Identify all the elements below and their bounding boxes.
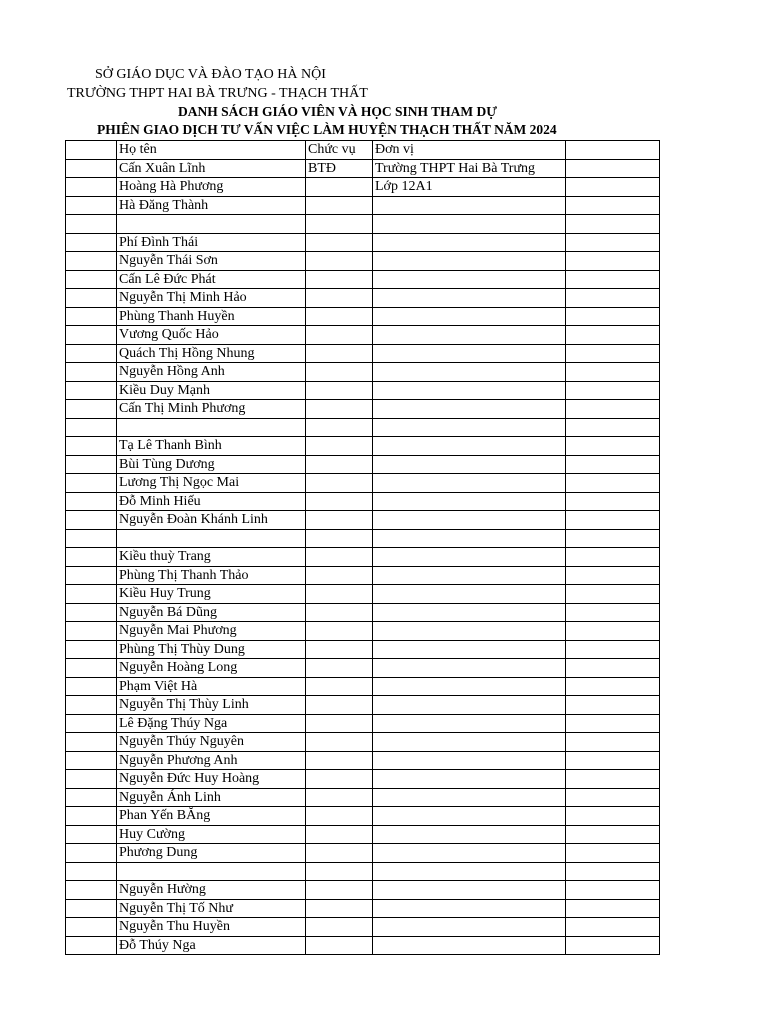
position-cell — [306, 492, 373, 511]
unit-cell — [373, 918, 566, 937]
table-row — [66, 677, 660, 696]
header-cell-extra — [566, 141, 660, 160]
index-cell — [66, 640, 117, 659]
extra-cell — [566, 825, 660, 844]
unit-cell — [373, 899, 566, 918]
name-cell: Phùng Thị Thanh Thảo — [117, 566, 306, 585]
unit-cell — [373, 474, 566, 493]
extra-cell — [566, 178, 660, 197]
name-cell: Nguyễn Thái Sơn — [117, 252, 306, 271]
index-cell — [66, 751, 117, 770]
header-cell-name: Họ tên — [117, 141, 306, 160]
extra-cell — [566, 548, 660, 567]
name-cell: Hà Đăng Thành — [117, 196, 306, 215]
table-row — [66, 862, 660, 881]
position-cell — [306, 437, 373, 456]
position-cell — [306, 326, 373, 345]
table-row — [66, 603, 660, 622]
table-row — [66, 751, 660, 770]
name-cell: Nguyễn Thu Huyền — [117, 918, 306, 937]
unit-cell — [373, 733, 566, 752]
position-cell — [306, 289, 373, 308]
position-cell — [306, 677, 373, 696]
name-cell: Đỗ Minh Hiếu — [117, 492, 306, 511]
name-cell: Nguyễn Hồng Anh — [117, 363, 306, 382]
extra-cell — [566, 270, 660, 289]
table-row — [66, 696, 660, 715]
table-row — [66, 844, 660, 863]
name-cell — [117, 862, 306, 881]
name-cell: Nguyễn Bá Dũng — [117, 603, 306, 622]
table-row — [66, 215, 660, 234]
document-subtitle: PHIÊN GIAO DỊCH TƯ VẤN VIỆC LÀM HUYỆN THẠCH THẤT NĂM 2024 — [97, 122, 557, 137]
unit-cell — [373, 881, 566, 900]
extra-cell — [566, 677, 660, 696]
table-row — [66, 918, 660, 937]
unit-cell — [373, 511, 566, 530]
unit-cell — [373, 363, 566, 382]
position-cell — [306, 474, 373, 493]
header-cell-position: Chức vụ — [306, 141, 373, 160]
name-cell: Nguyễn Đoàn Khánh Linh — [117, 511, 306, 530]
position-cell — [306, 196, 373, 215]
name-cell: Hoàng Hà Phương — [117, 178, 306, 197]
position-cell — [306, 881, 373, 900]
unit-cell: Lớp 12A1 — [373, 178, 566, 197]
unit-cell — [373, 418, 566, 437]
position-cell — [306, 918, 373, 937]
position-cell — [306, 936, 373, 955]
index-cell — [66, 492, 117, 511]
index-cell — [66, 178, 117, 197]
extra-cell — [566, 511, 660, 530]
index-cell — [66, 825, 117, 844]
unit-cell — [373, 270, 566, 289]
index-cell — [66, 344, 117, 363]
table-row — [66, 270, 660, 289]
unit-cell — [373, 622, 566, 641]
position-cell — [306, 733, 373, 752]
position-cell — [306, 714, 373, 733]
table-row — [66, 326, 660, 345]
position-cell — [306, 381, 373, 400]
table-row — [66, 233, 660, 252]
position-cell — [306, 622, 373, 641]
position-cell — [306, 825, 373, 844]
table-row — [66, 381, 660, 400]
extra-cell — [566, 529, 660, 548]
name-cell: Lê Đặng Thúy Nga — [117, 714, 306, 733]
name-cell: Bùi Tùng Dương — [117, 455, 306, 474]
extra-cell — [566, 936, 660, 955]
position-cell — [306, 344, 373, 363]
table-row — [66, 936, 660, 955]
position-cell — [306, 363, 373, 382]
extra-cell — [566, 714, 660, 733]
header-cell-unit: Đơn vị — [373, 141, 566, 160]
extra-cell — [566, 381, 660, 400]
position-cell — [306, 233, 373, 252]
unit-cell — [373, 455, 566, 474]
table-row — [66, 511, 660, 530]
index-cell — [66, 788, 117, 807]
extra-cell — [566, 215, 660, 234]
name-cell: Nguyễn Hoàng Long — [117, 659, 306, 678]
unit-cell — [373, 289, 566, 308]
index-cell — [66, 622, 117, 641]
table-row — [66, 807, 660, 826]
index-cell — [66, 844, 117, 863]
table-body — [66, 159, 660, 955]
extra-cell — [566, 196, 660, 215]
position-cell — [306, 788, 373, 807]
unit-cell — [373, 936, 566, 955]
index-cell — [66, 585, 117, 604]
header-cell-index — [66, 141, 117, 160]
table-row — [66, 252, 660, 271]
unit-cell — [373, 714, 566, 733]
extra-cell — [566, 733, 660, 752]
table-row — [66, 474, 660, 493]
extra-cell — [566, 696, 660, 715]
table-row — [66, 159, 660, 178]
index-cell — [66, 418, 117, 437]
name-cell: Nguyễn Hường — [117, 881, 306, 900]
table-row — [66, 714, 660, 733]
extra-cell — [566, 770, 660, 789]
position-cell — [306, 511, 373, 530]
position-cell — [306, 400, 373, 419]
table-row — [66, 899, 660, 918]
table-row — [66, 733, 660, 752]
index-cell — [66, 899, 117, 918]
index-cell — [66, 474, 117, 493]
position-cell — [306, 418, 373, 437]
position-cell — [306, 215, 373, 234]
name-cell: Nguyễn Ánh Linh — [117, 788, 306, 807]
index-cell — [66, 437, 117, 456]
table-row — [66, 566, 660, 585]
extra-cell — [566, 899, 660, 918]
name-cell: Nguyễn Thị Tố Như — [117, 899, 306, 918]
extra-cell — [566, 289, 660, 308]
unit-cell — [373, 677, 566, 696]
index-cell — [66, 733, 117, 752]
extra-cell — [566, 307, 660, 326]
index-cell — [66, 363, 117, 382]
position-cell — [306, 548, 373, 567]
name-cell: Đỗ Thúy Nga — [117, 936, 306, 955]
name-cell: Kiều thuỳ Trang — [117, 548, 306, 567]
unit-cell — [373, 862, 566, 881]
unit-cell — [373, 566, 566, 585]
name-cell: Cấn Thị Minh Phương — [117, 400, 306, 419]
name-cell: Tạ Lê Thanh Bình — [117, 437, 306, 456]
index-cell — [66, 215, 117, 234]
name-cell — [117, 418, 306, 437]
table-row — [66, 622, 660, 641]
name-cell: Nguyễn Thị Minh Hảo — [117, 289, 306, 308]
table-row — [66, 178, 660, 197]
unit-cell — [373, 233, 566, 252]
extra-cell — [566, 844, 660, 863]
name-cell — [117, 215, 306, 234]
table-row — [66, 640, 660, 659]
table-row — [66, 548, 660, 567]
name-cell: Nguyễn Mai Phương — [117, 622, 306, 641]
position-cell — [306, 307, 373, 326]
index-cell — [66, 936, 117, 955]
extra-cell — [566, 807, 660, 826]
extra-cell — [566, 418, 660, 437]
position-cell — [306, 899, 373, 918]
position-cell — [306, 751, 373, 770]
unit-cell — [373, 844, 566, 863]
index-cell — [66, 326, 117, 345]
name-cell: Phí Đình Thái — [117, 233, 306, 252]
name-cell: Phan Yến BĂng — [117, 807, 306, 826]
position-cell — [306, 659, 373, 678]
table-row — [66, 659, 660, 678]
name-cell: Phương Dung — [117, 844, 306, 863]
unit-cell — [373, 825, 566, 844]
table-row — [66, 196, 660, 215]
index-cell — [66, 714, 117, 733]
index-cell — [66, 381, 117, 400]
table-row — [66, 418, 660, 437]
extra-cell — [566, 400, 660, 419]
name-cell: Huy Cường — [117, 825, 306, 844]
position-cell — [306, 529, 373, 548]
position-cell — [306, 807, 373, 826]
extra-cell — [566, 492, 660, 511]
extra-cell — [566, 326, 660, 345]
table-row — [66, 788, 660, 807]
extra-cell — [566, 862, 660, 881]
name-cell — [117, 529, 306, 548]
position-cell — [306, 862, 373, 881]
extra-cell — [566, 566, 660, 585]
index-cell — [66, 289, 117, 308]
name-cell: Lương Thị Ngọc Mai — [117, 474, 306, 493]
unit-cell — [373, 344, 566, 363]
name-cell: Kiều Huy Trung — [117, 585, 306, 604]
index-cell — [66, 603, 117, 622]
name-cell: Quách Thị Hồng Nhung — [117, 344, 306, 363]
extra-cell — [566, 455, 660, 474]
unit-cell — [373, 585, 566, 604]
extra-cell — [566, 159, 660, 178]
extra-cell — [566, 437, 660, 456]
index-cell — [66, 252, 117, 271]
name-cell: Cấn Xuân Lĩnh — [117, 159, 306, 178]
index-cell — [66, 511, 117, 530]
unit-cell — [373, 326, 566, 345]
position-cell — [306, 585, 373, 604]
extra-cell — [566, 751, 660, 770]
position-cell — [306, 770, 373, 789]
extra-cell — [566, 788, 660, 807]
index-cell — [66, 566, 117, 585]
department-name: SỞ GIÁO DỤC VÀ ĐÀO TẠO HÀ NỘI — [95, 67, 326, 82]
unit-cell — [373, 640, 566, 659]
unit-cell — [373, 196, 566, 215]
unit-cell — [373, 437, 566, 456]
position-cell — [306, 566, 373, 585]
index-cell — [66, 807, 117, 826]
extra-cell — [566, 344, 660, 363]
index-cell — [66, 881, 117, 900]
name-cell: Phùng Thanh Huyền — [117, 307, 306, 326]
name-cell: Nguyễn Phương Anh — [117, 751, 306, 770]
unit-cell — [373, 659, 566, 678]
unit-cell: Trường THPT Hai Bà Trưng — [373, 159, 566, 178]
table-row — [66, 455, 660, 474]
extra-cell — [566, 603, 660, 622]
index-cell — [66, 159, 117, 178]
position-cell: BTĐ — [306, 159, 373, 178]
unit-cell — [373, 603, 566, 622]
position-cell — [306, 640, 373, 659]
name-cell: Nguyễn Đức Huy Hoàng — [117, 770, 306, 789]
name-cell: Cấn Lê Đức Phát — [117, 270, 306, 289]
table-header-row — [66, 141, 660, 160]
unit-cell — [373, 215, 566, 234]
unit-cell — [373, 529, 566, 548]
index-cell — [66, 307, 117, 326]
table-row — [66, 437, 660, 456]
position-cell — [306, 252, 373, 271]
extra-cell — [566, 881, 660, 900]
index-cell — [66, 233, 117, 252]
name-cell: Kiều Duy Mạnh — [117, 381, 306, 400]
index-cell — [66, 270, 117, 289]
index-cell — [66, 548, 117, 567]
extra-cell — [566, 252, 660, 271]
unit-cell — [373, 252, 566, 271]
unit-cell — [373, 807, 566, 826]
name-cell: Phạm Việt Hà — [117, 677, 306, 696]
extra-cell — [566, 585, 660, 604]
position-cell — [306, 603, 373, 622]
extra-cell — [566, 918, 660, 937]
name-cell: Nguyễn Thúy Nguyên — [117, 733, 306, 752]
unit-cell — [373, 751, 566, 770]
index-cell — [66, 529, 117, 548]
index-cell — [66, 696, 117, 715]
table-row — [66, 363, 660, 382]
participants-table — [65, 140, 660, 955]
extra-cell — [566, 363, 660, 382]
extra-cell — [566, 659, 660, 678]
unit-cell — [373, 770, 566, 789]
table-row — [66, 492, 660, 511]
index-cell — [66, 455, 117, 474]
index-cell — [66, 400, 117, 419]
table-row — [66, 400, 660, 419]
index-cell — [66, 770, 117, 789]
unit-cell — [373, 381, 566, 400]
unit-cell — [373, 307, 566, 326]
position-cell — [306, 178, 373, 197]
position-cell — [306, 270, 373, 289]
position-cell — [306, 844, 373, 863]
extra-cell — [566, 640, 660, 659]
table-row — [66, 770, 660, 789]
index-cell — [66, 659, 117, 678]
table-row — [66, 529, 660, 548]
index-cell — [66, 196, 117, 215]
extra-cell — [566, 622, 660, 641]
unit-cell — [373, 548, 566, 567]
table-row — [66, 585, 660, 604]
unit-cell — [373, 400, 566, 419]
table-row — [66, 307, 660, 326]
table-row — [66, 344, 660, 363]
unit-cell — [373, 696, 566, 715]
name-cell: Phùng Thị Thùy Dung — [117, 640, 306, 659]
extra-cell — [566, 474, 660, 493]
name-cell: Vương Quốc Hảo — [117, 326, 306, 345]
position-cell — [306, 696, 373, 715]
table-row — [66, 881, 660, 900]
school-name: TRƯỜNG THPT HAI BÀ TRƯNG - THẠCH THẤT — [67, 86, 368, 101]
table-row — [66, 825, 660, 844]
unit-cell — [373, 788, 566, 807]
unit-cell — [373, 492, 566, 511]
position-cell — [306, 455, 373, 474]
index-cell — [66, 677, 117, 696]
extra-cell — [566, 233, 660, 252]
index-cell — [66, 918, 117, 937]
index-cell — [66, 862, 117, 881]
document-title: DANH SÁCH GIÁO VIÊN VÀ HỌC SINH THAM DỰ — [178, 104, 498, 119]
name-cell: Nguyễn Thị Thùy Linh — [117, 696, 306, 715]
table-row — [66, 289, 660, 308]
